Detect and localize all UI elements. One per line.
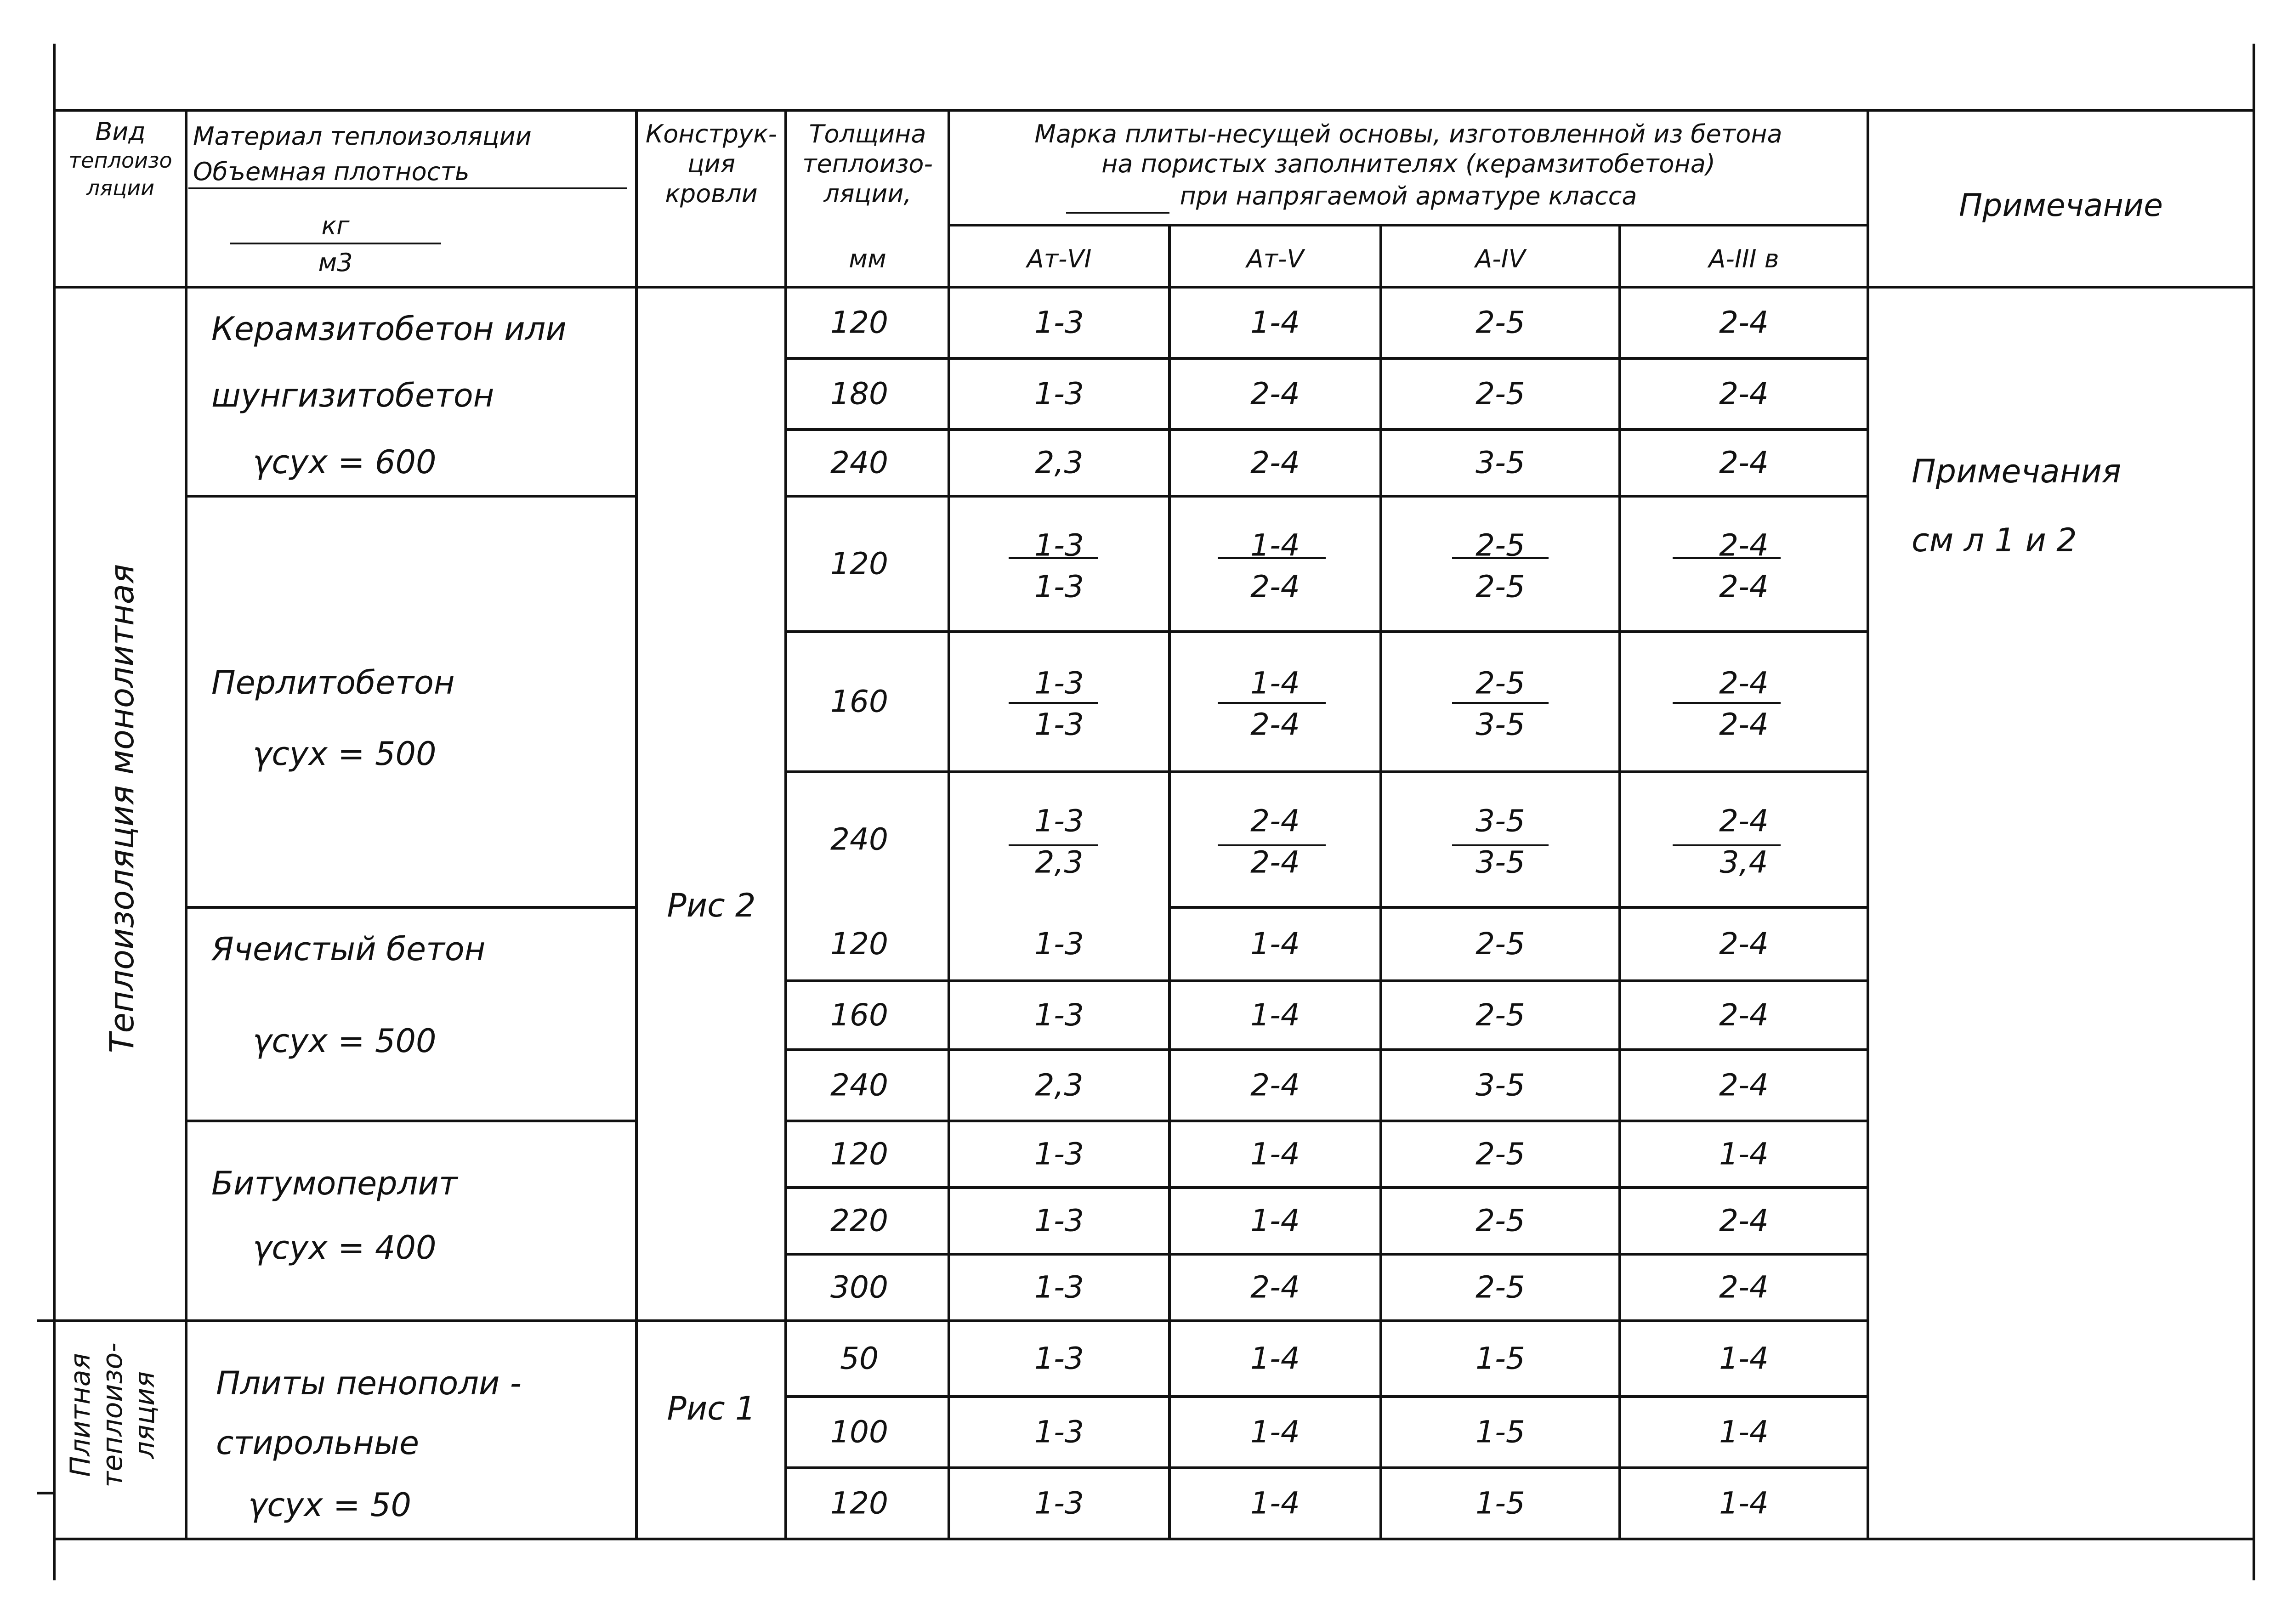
construction-labels <box>667 887 756 1427</box>
grade-cell: 1-4 <box>1250 1485 1300 1521</box>
class-header-a3v: А-III в <box>1708 244 1779 273</box>
grade-cell: 1-3 <box>1034 1414 1084 1450</box>
grade-cell-numerator: 2-5 <box>1475 527 1525 563</box>
grade-cell: 2-5 <box>1475 1203 1525 1239</box>
material-polystyrene-2: стирольные <box>216 1424 420 1462</box>
grade-cell: 1-3 <box>1034 997 1084 1033</box>
grade-cell: 1-3 <box>1034 1136 1084 1172</box>
grade-cell: 1-4 <box>1250 1203 1300 1239</box>
grade-cell-numerator: 1-4 <box>1250 665 1300 701</box>
grade-cell: 3-5 <box>1475 1067 1525 1103</box>
grade-cell-numerator: 2-4 <box>1719 803 1769 839</box>
table-body <box>830 305 1769 1521</box>
note-line-2: см л 1 и 2 <box>1912 521 2077 559</box>
thickness-cell: 240 <box>830 821 888 857</box>
grade-cell: 1-3 <box>1034 305 1084 340</box>
type-slab-1: Плитная <box>64 1353 96 1477</box>
material-polystyrene-density: γсух = 50 <box>248 1486 411 1524</box>
thickness-col-header-2: теплоизо- <box>802 149 933 178</box>
grade-cell: 1-3 <box>1034 1341 1084 1376</box>
material-keramzit-1: Керамзитобетон или <box>211 310 567 348</box>
type-col-header-2: теплоизо <box>68 148 172 173</box>
thickness-cell: 240 <box>830 445 888 481</box>
thickness-cell: 300 <box>830 1269 888 1305</box>
grade-cell-numerator: 1-3 <box>1034 665 1084 701</box>
grade-cell-numerator: 1-3 <box>1034 527 1084 563</box>
thickness-cell: 100 <box>830 1414 888 1450</box>
grade-col-header-3: при напрягаемой арматуре класса <box>1180 181 1637 210</box>
density-col-header: Объемная плотность <box>193 157 470 186</box>
material-polystyrene-1: Плиты пенополи - <box>216 1364 522 1402</box>
note-col-header: Примечание <box>1959 187 2163 224</box>
grade-cell-denominator: 3-5 <box>1475 707 1525 742</box>
type-labels <box>64 564 161 1488</box>
grade-cell-numerator: 2-4 <box>1719 665 1769 701</box>
material-bitumoperlit-density: γсух = 400 <box>253 1229 437 1267</box>
density-unit-denominator: м3 <box>318 248 353 277</box>
grade-cell-numerator: 1-4 <box>1250 527 1300 563</box>
note-line-1: Примечания <box>1912 453 2122 490</box>
grade-cell: 2-5 <box>1475 305 1525 340</box>
grade-cell: 2-4 <box>1719 445 1769 481</box>
material-cellular-density: γсух = 500 <box>253 1022 437 1060</box>
grade-cell: 2-5 <box>1475 376 1525 412</box>
thickness-cell: 160 <box>830 684 888 719</box>
grade-cell-denominator: 2-4 <box>1719 707 1769 742</box>
grade-cell: 1-4 <box>1250 1136 1300 1172</box>
thickness-col-header-3: ляции, <box>823 179 912 208</box>
grade-cell-denominator: 2-5 <box>1475 569 1525 605</box>
thickness-cell: 120 <box>830 1136 888 1172</box>
grade-cell: 2,3 <box>1035 445 1084 481</box>
grade-cell: 1-5 <box>1475 1485 1525 1521</box>
grade-cell: 1-4 <box>1719 1136 1769 1172</box>
grade-cell: 2-4 <box>1250 376 1300 412</box>
thickness-cell: 220 <box>830 1203 888 1239</box>
grade-cell-denominator: 1-3 <box>1034 569 1084 605</box>
construction-ris2: Рис 2 <box>667 887 756 924</box>
grade-cell-denominator: 2,3 <box>1035 844 1084 880</box>
material-labels <box>211 310 567 1524</box>
grade-cell-denominator: 3-5 <box>1475 844 1525 880</box>
grade-cell-numerator: 2-4 <box>1719 527 1769 563</box>
grade-cell-numerator: 1-3 <box>1034 803 1084 839</box>
thickness-cell: 240 <box>830 1067 888 1103</box>
construction-ris1: Рис 1 <box>667 1390 756 1427</box>
note-text <box>1912 453 2121 559</box>
thickness-unit: мм <box>849 244 886 273</box>
grade-cell-denominator: 2-4 <box>1250 569 1300 605</box>
grade-cell: 1-4 <box>1719 1414 1769 1450</box>
thickness-cell: 180 <box>830 376 888 412</box>
grade-cell: 2,3 <box>1035 1067 1084 1103</box>
table-header <box>68 117 2163 277</box>
construction-col-header-3: кровли <box>665 179 758 208</box>
grade-cell: 1-5 <box>1475 1341 1525 1376</box>
grade-cell-numerator: 2-5 <box>1475 665 1525 701</box>
grade-cell-denominator: 1-3 <box>1034 707 1084 742</box>
thickness-cell: 120 <box>830 926 888 962</box>
grade-cell: 2-4 <box>1719 997 1769 1033</box>
grade-cell: 1-4 <box>1250 1341 1300 1376</box>
grade-cell: 1-3 <box>1034 1269 1084 1305</box>
grade-col-header-2: на пористых заполнителях (керамзитобетона) <box>1101 149 1715 178</box>
grade-cell-denominator: 2-4 <box>1719 569 1769 605</box>
grade-cell: 1-3 <box>1034 926 1084 962</box>
grade-cell: 1-4 <box>1250 305 1300 340</box>
grade-cell: 1-3 <box>1034 1485 1084 1521</box>
grade-cell: 2-4 <box>1719 1203 1769 1239</box>
thickness-cell: 120 <box>830 546 888 582</box>
grade-cell: 1-4 <box>1250 1414 1300 1450</box>
material-keramzit-density: γсух = 600 <box>253 443 437 481</box>
thickness-cell: 50 <box>840 1341 879 1376</box>
grade-cell: 2-4 <box>1719 926 1769 962</box>
type-slab-2: теплоизо- <box>96 1342 129 1488</box>
grade-cell-numerator: 3-5 <box>1475 803 1525 839</box>
table-grid <box>37 44 2254 1580</box>
grade-cell: 1-4 <box>1719 1485 1769 1521</box>
grade-cell: 1-3 <box>1034 376 1084 412</box>
construction-col-header-1: Конструк- <box>645 119 777 148</box>
grade-cell: 2-4 <box>1719 305 1769 340</box>
grade-cell: 3-5 <box>1475 445 1525 481</box>
class-header-a4: А-IV <box>1475 244 1526 273</box>
type-col-header-3: ляции <box>86 175 155 200</box>
grade-cell: 2-5 <box>1475 926 1525 962</box>
density-unit-numerator: кг <box>321 211 350 240</box>
grade-cell: 2-5 <box>1475 997 1525 1033</box>
grade-cell: 1-3 <box>1034 1203 1084 1239</box>
grade-cell-denominator: 2-4 <box>1250 844 1300 880</box>
material-perlitobeton: Перлитобетон <box>211 664 455 702</box>
grade-cell: 2-4 <box>1250 1067 1300 1103</box>
material-keramzit-2: шунгизитобетон <box>211 377 494 414</box>
material-bitumoperlit: Битумоперлит <box>211 1165 458 1202</box>
grade-cell: 1-4 <box>1250 926 1300 962</box>
material-perlitobeton-density: γсух = 500 <box>253 735 437 773</box>
grade-cell: 2-4 <box>1250 1269 1300 1305</box>
grade-cell: 1-5 <box>1475 1414 1525 1450</box>
thickness-cell: 160 <box>830 997 888 1033</box>
construction-col-header-2: ция <box>687 149 736 178</box>
grade-cell: 1-4 <box>1250 997 1300 1033</box>
grade-cell-denominator: 3,4 <box>1720 844 1768 880</box>
type-slab-3: ляция <box>129 1371 161 1459</box>
grade-cell: 2-4 <box>1719 1067 1769 1103</box>
type-monolithic: Теплоизоляция монолитная <box>102 564 141 1053</box>
class-header-at6: Ат-VI <box>1027 244 1092 273</box>
grade-cell-numerator: 2-4 <box>1250 803 1300 839</box>
thickness-cell: 120 <box>830 305 888 340</box>
grade-cell: 2-5 <box>1475 1136 1525 1172</box>
grade-cell: 2-4 <box>1719 1269 1769 1305</box>
grade-cell-denominator: 2-4 <box>1250 707 1300 742</box>
grade-cell: 2-4 <box>1719 376 1769 412</box>
grade-cell: 2-4 <box>1250 445 1300 481</box>
type-col-header-1: Вид <box>95 117 146 146</box>
material-col-header: Материал теплоизоляции <box>193 122 532 151</box>
thickness-col-header-1: Толщина <box>809 119 926 148</box>
material-cellular: Ячеистый бетон <box>211 930 486 968</box>
grade-col-header-1: Марка плиты-несущей основы, изготовленной из бетона <box>1034 119 1782 148</box>
class-header-at5: Ат-V <box>1246 244 1304 273</box>
thickness-cell: 120 <box>830 1485 888 1521</box>
grade-cell: 1-4 <box>1719 1341 1769 1376</box>
grade-cell: 2-5 <box>1475 1269 1525 1305</box>
